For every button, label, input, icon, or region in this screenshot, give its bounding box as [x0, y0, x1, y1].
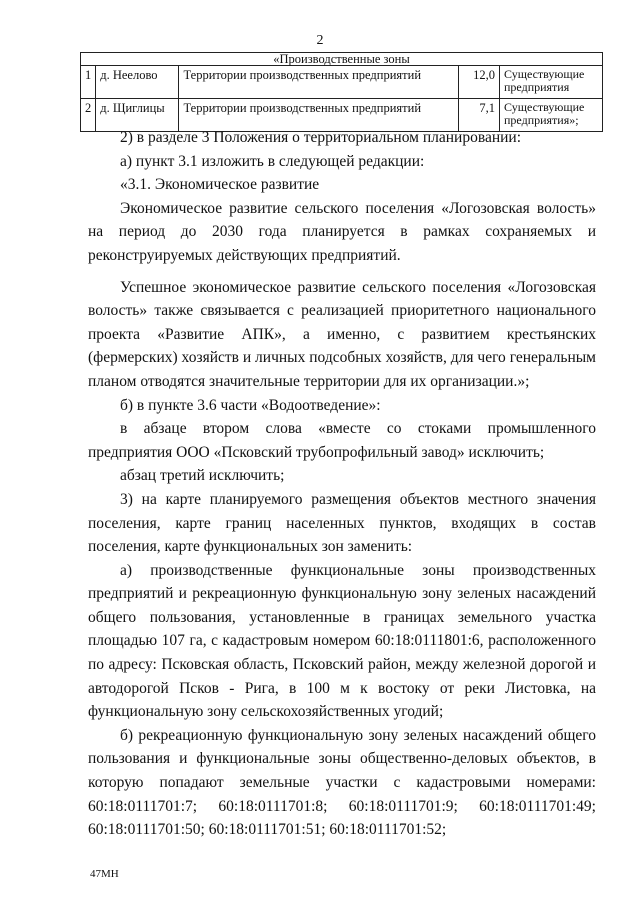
row-area: 7,1: [459, 99, 500, 132]
document-code: 47МН: [90, 868, 119, 880]
row-area: 12,0: [459, 66, 500, 99]
zones-table: [80, 52, 603, 132]
paragraph: Экономическое развитие сельского поселения «Логозовская волость» на период до 2030 года планируется в рамках сохраняемых и реконструируемых действующих предприятий.: [88, 199, 596, 264]
paragraph: б) в пункте 3.6 части «Водоотведение»:: [120, 396, 381, 414]
paragraph: Успешное экономическое развитие сельского поселения «Логозовская волость» также связывается с реализацией приоритетного национального проекта «Развитие АПК», а именно, с развитием крестьянских (фермерских) хозяйств и личных подсобных хозяйств, для чего генеральным планом отводятся значительные территории для их организации.»;: [88, 278, 596, 390]
table-header-row: [81, 53, 603, 66]
row-territory: Территории производственных предприятий: [179, 66, 459, 99]
row-place: д. Неелово: [96, 66, 179, 99]
paragraph: а) пункт 3.1 изложить в следующей редакции:: [120, 152, 425, 170]
table-row: [81, 66, 603, 99]
row-territory: Территории производственных предприятий: [179, 99, 459, 132]
document-body: [88, 126, 596, 842]
paragraph: 2) в разделе 3 Положения о территориальном планировании:: [120, 129, 522, 146]
row-number: 1: [81, 66, 96, 99]
paragraph: абзац третий исключить;: [120, 467, 285, 485]
table-header: «Производственные зоны: [81, 53, 603, 66]
paragraph: 3) на карте планируемого размещения объектов местного значения поселения, карте границ населенных пунктов, входящих в состав поселения, карте функциональных зон заменить:: [88, 490, 596, 556]
row-place: д. Щиглицы: [96, 99, 179, 132]
section-heading: «3.1. Экономическое развитие: [120, 176, 320, 194]
paragraph: в абзаце втором слова «вместе со стоками промышленного предприятия ООО «Псковский трубопрофильный завод» исключить;: [88, 420, 596, 461]
paragraph: б) рекреационную функциональную зону зеленых насаждений общего пользования и функциональные зоны общественно-деловых объектов, в которую попадают земельные участки с кадастровыми номерами: 60:18:0111701:7; 60:18:0111701:8; 60:18:0111701:9; 60:18:0111701:49; 60:18:0111701:50; 60:18:0111701:51; 60:18:0111701:52;: [88, 726, 596, 839]
row-status: Существующие предприятия: [500, 66, 603, 99]
paragraph: а) производственные функциональные зоны производственных предприятий и рекреационную функциональную зону зеленых насаждений общего пользования, установленные в границах земельного участка площадью 107 га, с кадастровым номером 60:18:0111801:6, расположенного по адресу: Псковская область, Псковский район, между железной дорогой и автодорогой Псков - Рига, в 100 м к востоку от реки Листовка, на функциональную зону сельскохозяйственных угодий;: [88, 561, 596, 721]
row-number: 2: [81, 99, 96, 132]
page-number: 2: [316, 33, 324, 48]
row-status: Существующие предприятия»;: [500, 99, 603, 132]
